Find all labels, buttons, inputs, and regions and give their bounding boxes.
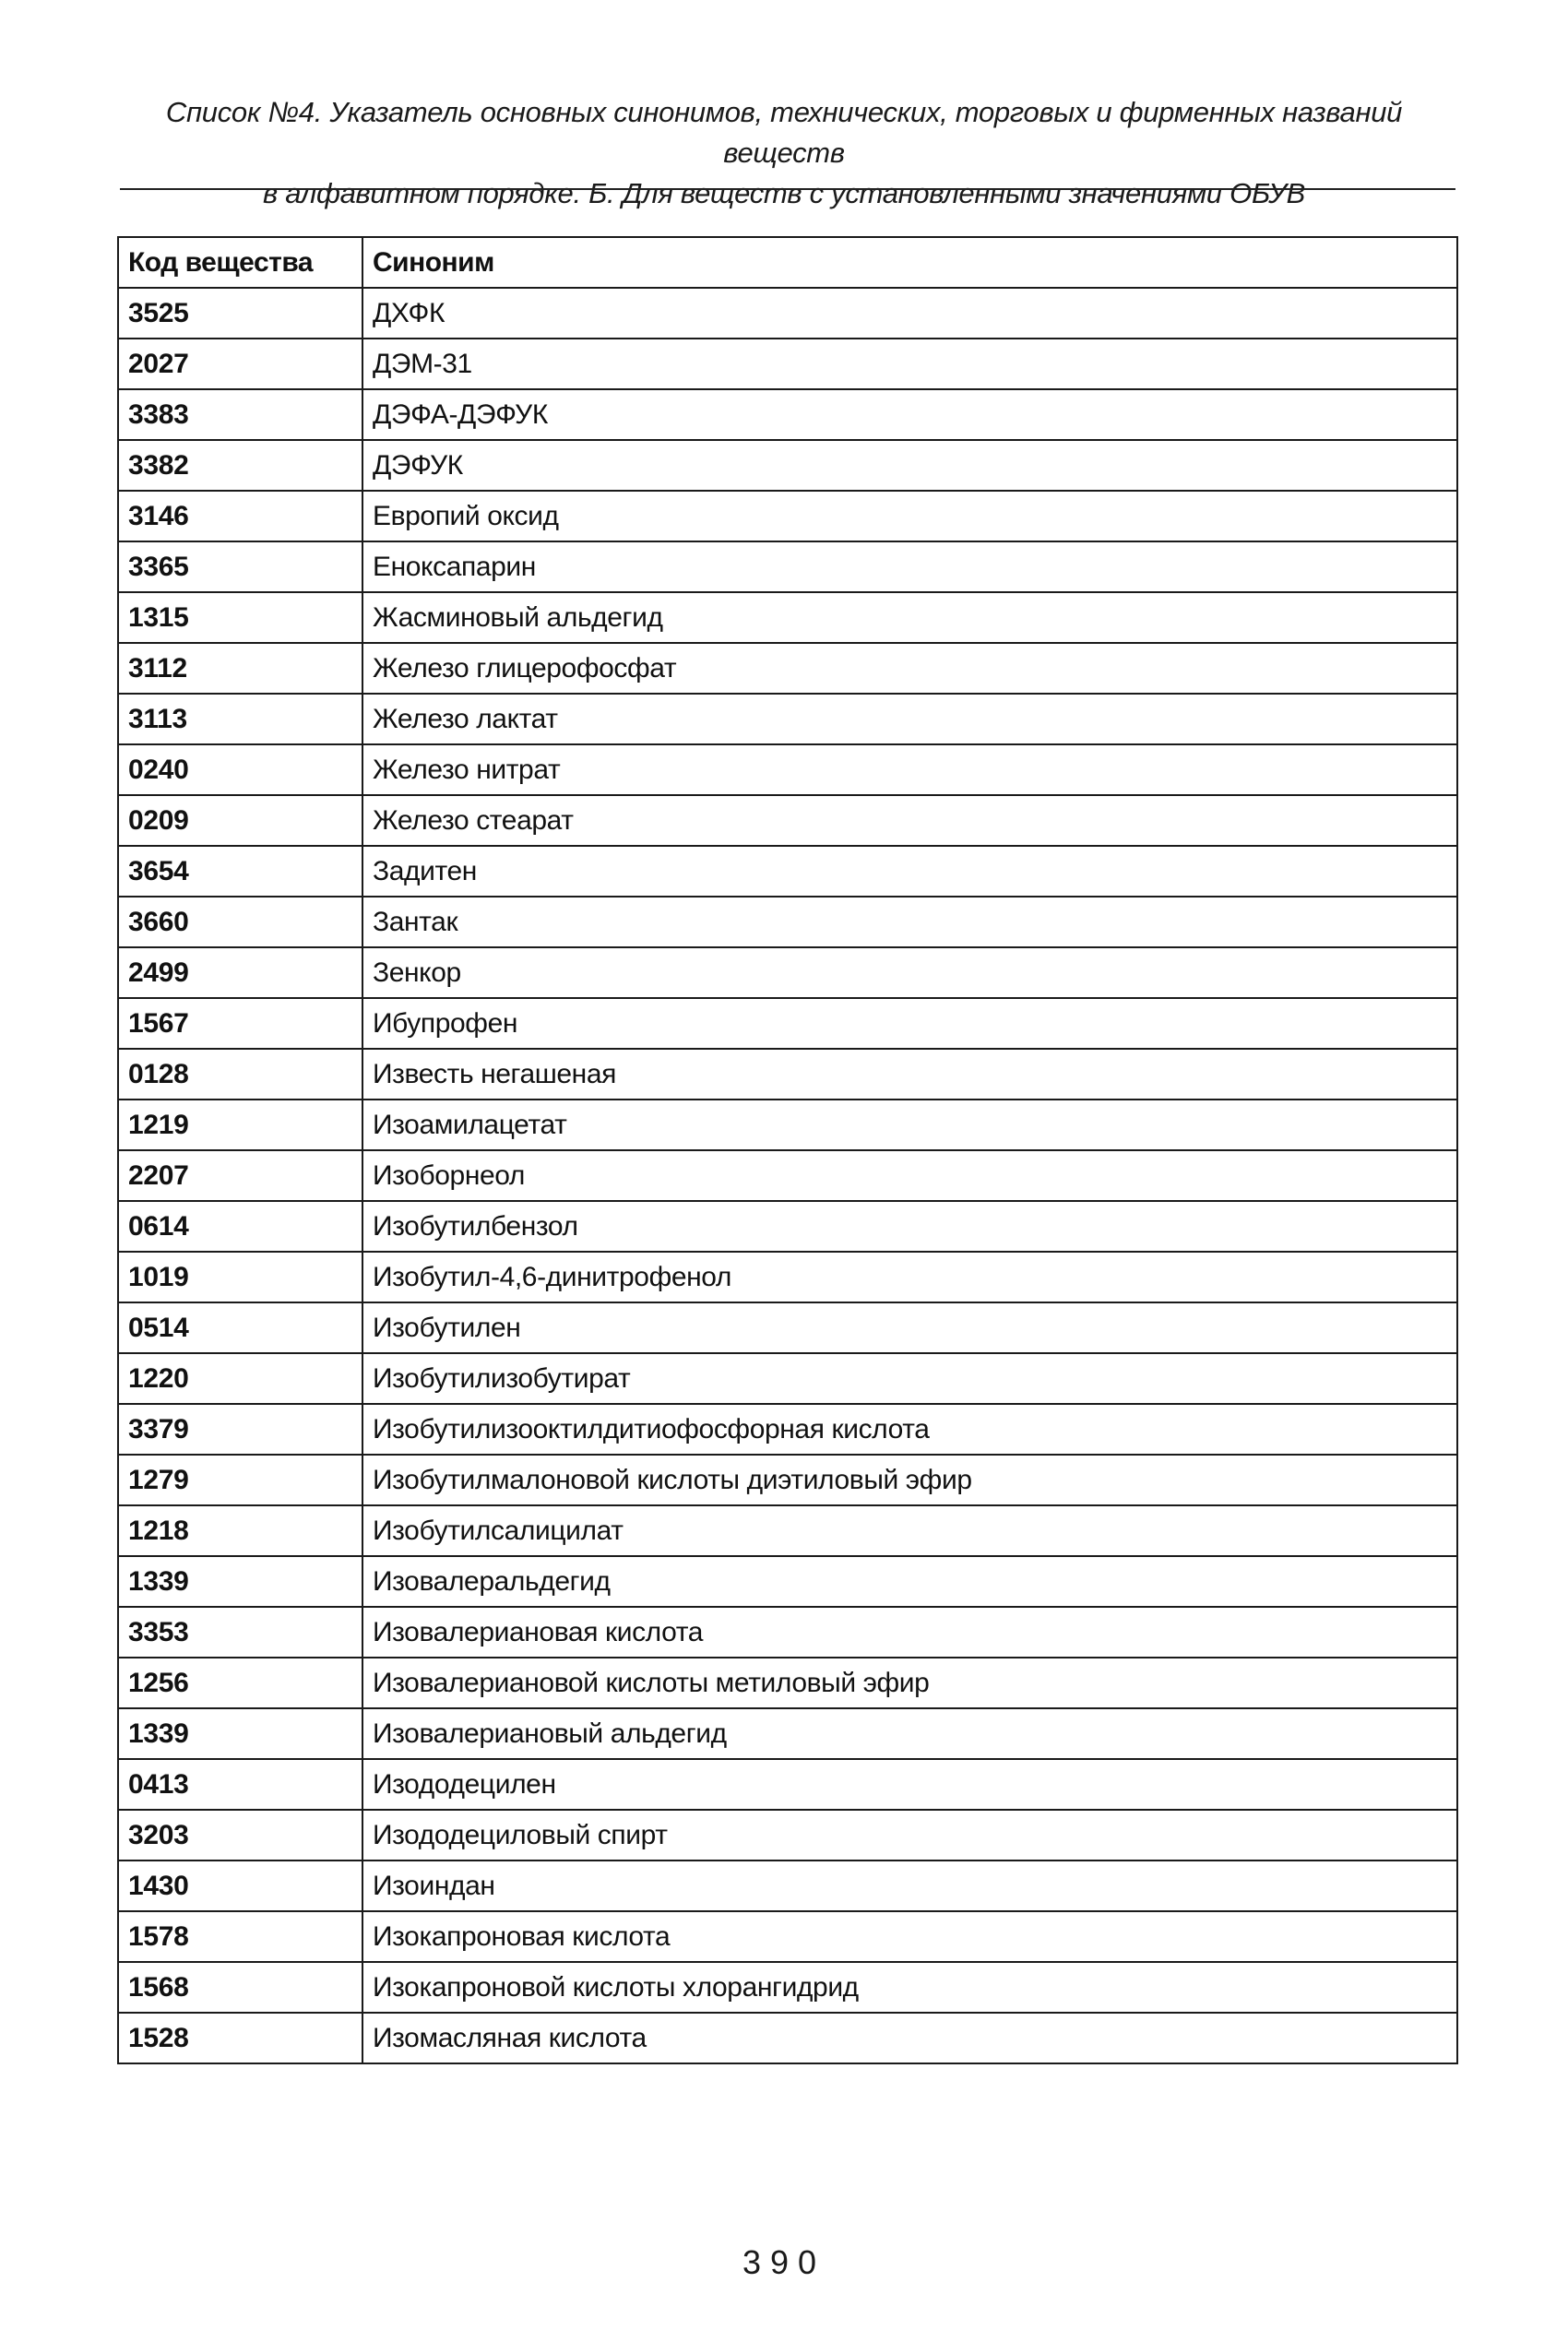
table-header-row [118,237,1457,288]
substance-code-cell: 1315 [118,592,362,643]
synonym-cell: Зантак [362,897,1457,947]
table-row [118,947,1457,998]
synonym-cell: Изовалериановой кислоты метиловый эфир [362,1658,1457,1708]
substance-code-cell: 0614 [118,1201,362,1252]
table-row [118,1505,1457,1556]
substance-code-cell: 0514 [118,1302,362,1353]
substance-code-cell: 3365 [118,541,362,592]
synonym-cell: Железо глицерофосфат [362,643,1457,694]
substance-code-cell: 3146 [118,491,362,541]
substance-code-cell: 3654 [118,846,362,897]
table-row [118,1658,1457,1708]
synonym-cell: Изовалеральдегид [362,1556,1457,1607]
table-row [118,1201,1457,1252]
substance-code-cell: 1568 [118,1962,362,2013]
synonym-cell: Ибупрофен [362,998,1457,1049]
table-row [118,1302,1457,1353]
substance-code-cell: 1220 [118,1353,362,1404]
synonym-cell: Изокапроновая кислота [362,1911,1457,1962]
table-row [118,1759,1457,1810]
synonym-cell: Изоамилацетат [362,1100,1457,1150]
synonym-cell: Изобутил-4,6-динитрофенол [362,1252,1457,1302]
substance-code-cell: 3525 [118,288,362,339]
column-header-code: Код вещества [118,237,362,288]
synonym-cell: Задитен [362,846,1457,897]
synonym-cell: Изододециловый спирт [362,1810,1457,1861]
synonym-cell: Известь негашеная [362,1049,1457,1100]
substance-code-cell: 1567 [118,998,362,1049]
synonym-cell: Изобутилизооктилдитиофосфорная кислота [362,1404,1457,1455]
table-row [118,998,1457,1049]
synonym-cell: Изоборнеол [362,1150,1457,1201]
synonym-cell: Изокапроновой кислоты хлорангидрид [362,1962,1457,2013]
table-row [118,1708,1457,1759]
synonym-cell: Изомасляная кислота [362,2013,1457,2063]
table-row [118,1404,1457,1455]
substance-code-cell: 3353 [118,1607,362,1658]
table-row [118,491,1457,541]
substance-code-cell: 1219 [118,1100,362,1150]
header-title-line-2: в алфавитном порядке. Б. Для веществ с установленными значениями ОБУВ [263,177,1305,209]
substance-code-cell: 2499 [118,947,362,998]
synonym-cell: Изобутилизобутират [362,1353,1457,1404]
synonym-cell: ДЭМ-31 [362,339,1457,389]
table-row [118,440,1457,491]
header-title-line-1: Список №4. Указатель основных синонимов, технических, торговых и фирменных названий веществ [165,96,1403,169]
table-row [118,643,1457,694]
substance-code-cell: 3203 [118,1810,362,1861]
synonym-cell: Еноксапарин [362,541,1457,592]
substance-code-cell: 1528 [118,2013,362,2063]
substance-code-cell: 2027 [118,339,362,389]
substance-code-cell: 3112 [118,643,362,694]
synonym-cell: Изобутилсалицилат [362,1505,1457,1556]
table-row [118,1861,1457,1911]
table-row [118,1911,1457,1962]
table-row [118,389,1457,440]
substance-code-cell: 3382 [118,440,362,491]
synonym-cell: ДЭФУК [362,440,1457,491]
substance-code-cell: 1339 [118,1556,362,1607]
table-row [118,897,1457,947]
page-header [120,92,1448,214]
synonym-cell: Изододецилен [362,1759,1457,1810]
table-row [118,1810,1457,1861]
substance-code-cell: 0209 [118,795,362,846]
table-row [118,2013,1457,2063]
table-row [118,1252,1457,1302]
synonym-cell: Железо нитрат [362,744,1457,795]
table-row [118,339,1457,389]
table-row [118,1962,1457,2013]
page-number: 390 [742,2243,826,2281]
synonym-cell: Изобутилмалоновой кислоты диэтиловый эфир [362,1455,1457,1505]
table-row [118,744,1457,795]
substance-code-cell: 0128 [118,1049,362,1100]
substance-code-cell: 1339 [118,1708,362,1759]
substance-code-cell: 3113 [118,694,362,744]
substance-code-cell: 1256 [118,1658,362,1708]
column-header-synonym: Синоним [362,237,1457,288]
substance-code-cell: 3383 [118,389,362,440]
synonym-cell: ДЭФА-ДЭФУК [362,389,1457,440]
synonym-cell: Жасминовый альдегид [362,592,1457,643]
substance-code-cell: 1430 [118,1861,362,1911]
synonym-cell: Изовалериановый альдегид [362,1708,1457,1759]
synonym-cell: Изобутилбензол [362,1201,1457,1252]
table-row [118,1100,1457,1150]
synonym-cell: Зенкор [362,947,1457,998]
table-body [118,288,1457,2063]
synonym-cell: ДХФК [362,288,1457,339]
substance-code-cell: 3379 [118,1404,362,1455]
substance-code-cell: 0240 [118,744,362,795]
synonym-cell: Изоиндан [362,1861,1457,1911]
synonym-cell: Железо лактат [362,694,1457,744]
table-row [118,1353,1457,1404]
table-row [118,1556,1457,1607]
synonym-index-table [117,236,1458,2064]
table-row [118,592,1457,643]
table-row [118,288,1457,339]
table-row [118,846,1457,897]
substance-code-cell: 1218 [118,1505,362,1556]
synonym-cell: Изовалериановая кислота [362,1607,1457,1658]
header-divider [120,188,1455,190]
substance-code-cell: 0413 [118,1759,362,1810]
table-row [118,694,1457,744]
substance-code-cell: 1578 [118,1911,362,1962]
synonym-cell: Европий оксид [362,491,1457,541]
substance-code-cell: 1279 [118,1455,362,1505]
table-row [118,1150,1457,1201]
table-row [118,541,1457,592]
table-row [118,1455,1457,1505]
substance-code-cell: 3660 [118,897,362,947]
substance-code-cell: 1019 [118,1252,362,1302]
table-row [118,1607,1457,1658]
synonym-cell: Железо стеарат [362,795,1457,846]
table-row [118,1049,1457,1100]
table-row [118,795,1457,846]
substance-code-cell: 2207 [118,1150,362,1201]
synonym-cell: Изобутилен [362,1302,1457,1353]
